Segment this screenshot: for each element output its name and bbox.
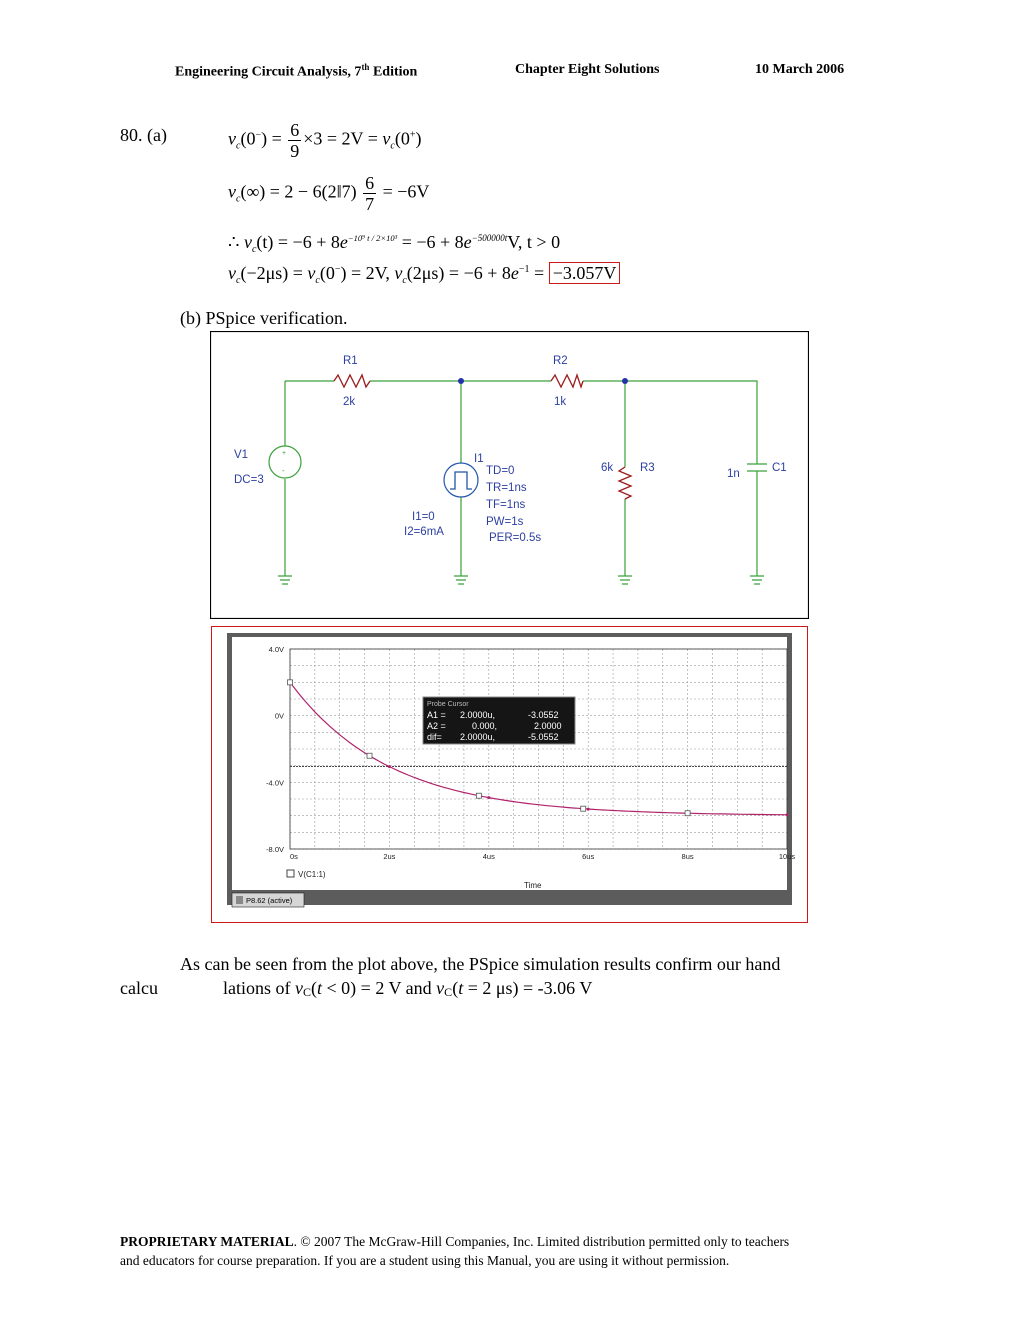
svg-text:2.0000u,: 2.0000u, [460,732,496,742]
data-point [487,796,490,799]
part-b-label: (b) PSpice verification. [180,308,348,328]
y-tick-label: -4.0V [266,778,284,788]
i1-label: I1 [474,453,484,465]
svg-text:A2 =: A2 = [427,721,446,731]
v1-label: V1 [234,449,249,461]
r3-value: 6k [601,462,614,474]
r1-value: 2k [343,396,356,408]
svg-text:2.0000: 2.0000 [534,721,562,731]
i1-td: TD=0 [486,465,515,477]
equation-4: $v_c(-2\mu s) = v_c(0^-) = 2V$, $v_c(2\mu s) = -6 + 8e^{-1} = -3.057V$ [228,263,620,286]
trace-marker [685,811,690,816]
y-tick-label: 0V [274,711,284,721]
probe-window [212,627,807,922]
svg-text:-3.0552: -3.0552 [528,710,559,720]
svg-text:A1 =: A1 = [427,710,446,720]
x-tick-label: 6us [582,852,595,861]
equation-1: $v_c(0^-)$ = $\frac{6}{9}$ $\times 3 = 2V = v_c(0^+)$ [228,120,422,161]
equation-3: ∴ $v_c(t) = -6 + 8e^{-10^9 t / 2\times 10^3} = -6 + 8e^{-500000t}V$, t > 0 [228,232,561,255]
i1-pulsed: I2=6mA [404,526,444,538]
conclusion-line-2b: lations of vC(t < 0) = 2 V and vC(t = 2 μs) = -3.06 V [223,978,593,999]
svg-text:-: - [282,466,285,475]
document-icon [236,896,243,904]
probe-cursor-box [423,697,575,744]
trace-marker [288,680,293,685]
c1-label: C1 [772,462,787,474]
problem-label: 80. (a) [120,125,167,145]
header-date: 10 March 2006 [755,62,845,77]
svg-text:+: + [282,450,287,457]
x-tick-label: 0s [290,852,298,861]
footer-line-2: and educators for course preparation. If you are a student using this Manual, you are using it without permission. [120,1253,730,1268]
trace-name: V(C1:1) [298,870,326,879]
c1-value: 1n [727,468,740,480]
trace-marker [476,793,481,798]
x-tick-label: 4us [482,852,495,861]
equation-2: $v_c(\infty) = 2$ − 6(2‖7) $\frac{6}{7}$ = −6V [228,173,430,214]
header-book-title: Engineering Circuit Analysis, 7th Edition [175,62,418,80]
x-axis-label: Time [524,881,542,890]
r2-value: 1k [554,396,567,408]
i1-initial: I1=0 [412,511,435,523]
conclusion-line-1: As can be seen from the plot above, the PSpice simulation results confirm our hand [180,954,781,974]
svg-text:0.000,: 0.000, [472,721,498,731]
x-tick-label: 8us [681,852,694,861]
v1-value: DC=3 [234,474,264,486]
x-tick-label: 10us [778,852,796,861]
i1-pw: PW=1s [486,516,524,528]
probe-frame [211,626,808,923]
data-point [388,765,391,768]
x-tick-label: 2us [383,852,396,861]
r2-label: R2 [553,355,568,367]
trace-marker [367,753,372,758]
trace-marker [581,806,586,811]
svg-text:dif=: dif= [427,732,442,742]
svg-text:P8.62 (active): P8.62 (active) [246,896,293,905]
circuit-schematic [210,331,809,619]
svg-text:-5.0552: -5.0552 [528,732,559,742]
svg-text:Probe Cursor: Probe Cursor [427,701,469,708]
data-point [587,808,590,811]
r1-label: R1 [343,355,358,367]
i1-per: PER=0.5s [489,532,542,544]
r3-label: R3 [640,462,655,474]
header-chapter: Chapter Eight Solutions [515,62,660,77]
footer-line-1: PROPRIETARY MATERIAL. © 2007 The McGraw-Hill Companies, Inc. Limited distribution permitted only to teachers [120,1234,790,1249]
data-point [786,813,789,816]
svg-text:2.0000u,: 2.0000u, [460,710,496,720]
i1-tr: TR=1ns [486,482,527,494]
y-tick-label: -8.0V [266,845,284,854]
conclusion-line-2a: calcu [120,978,158,998]
y-tick-label: 4.0V [268,645,284,654]
i1-tf: TF=1ns [486,499,526,511]
answer-box: −3.057V [549,262,621,284]
